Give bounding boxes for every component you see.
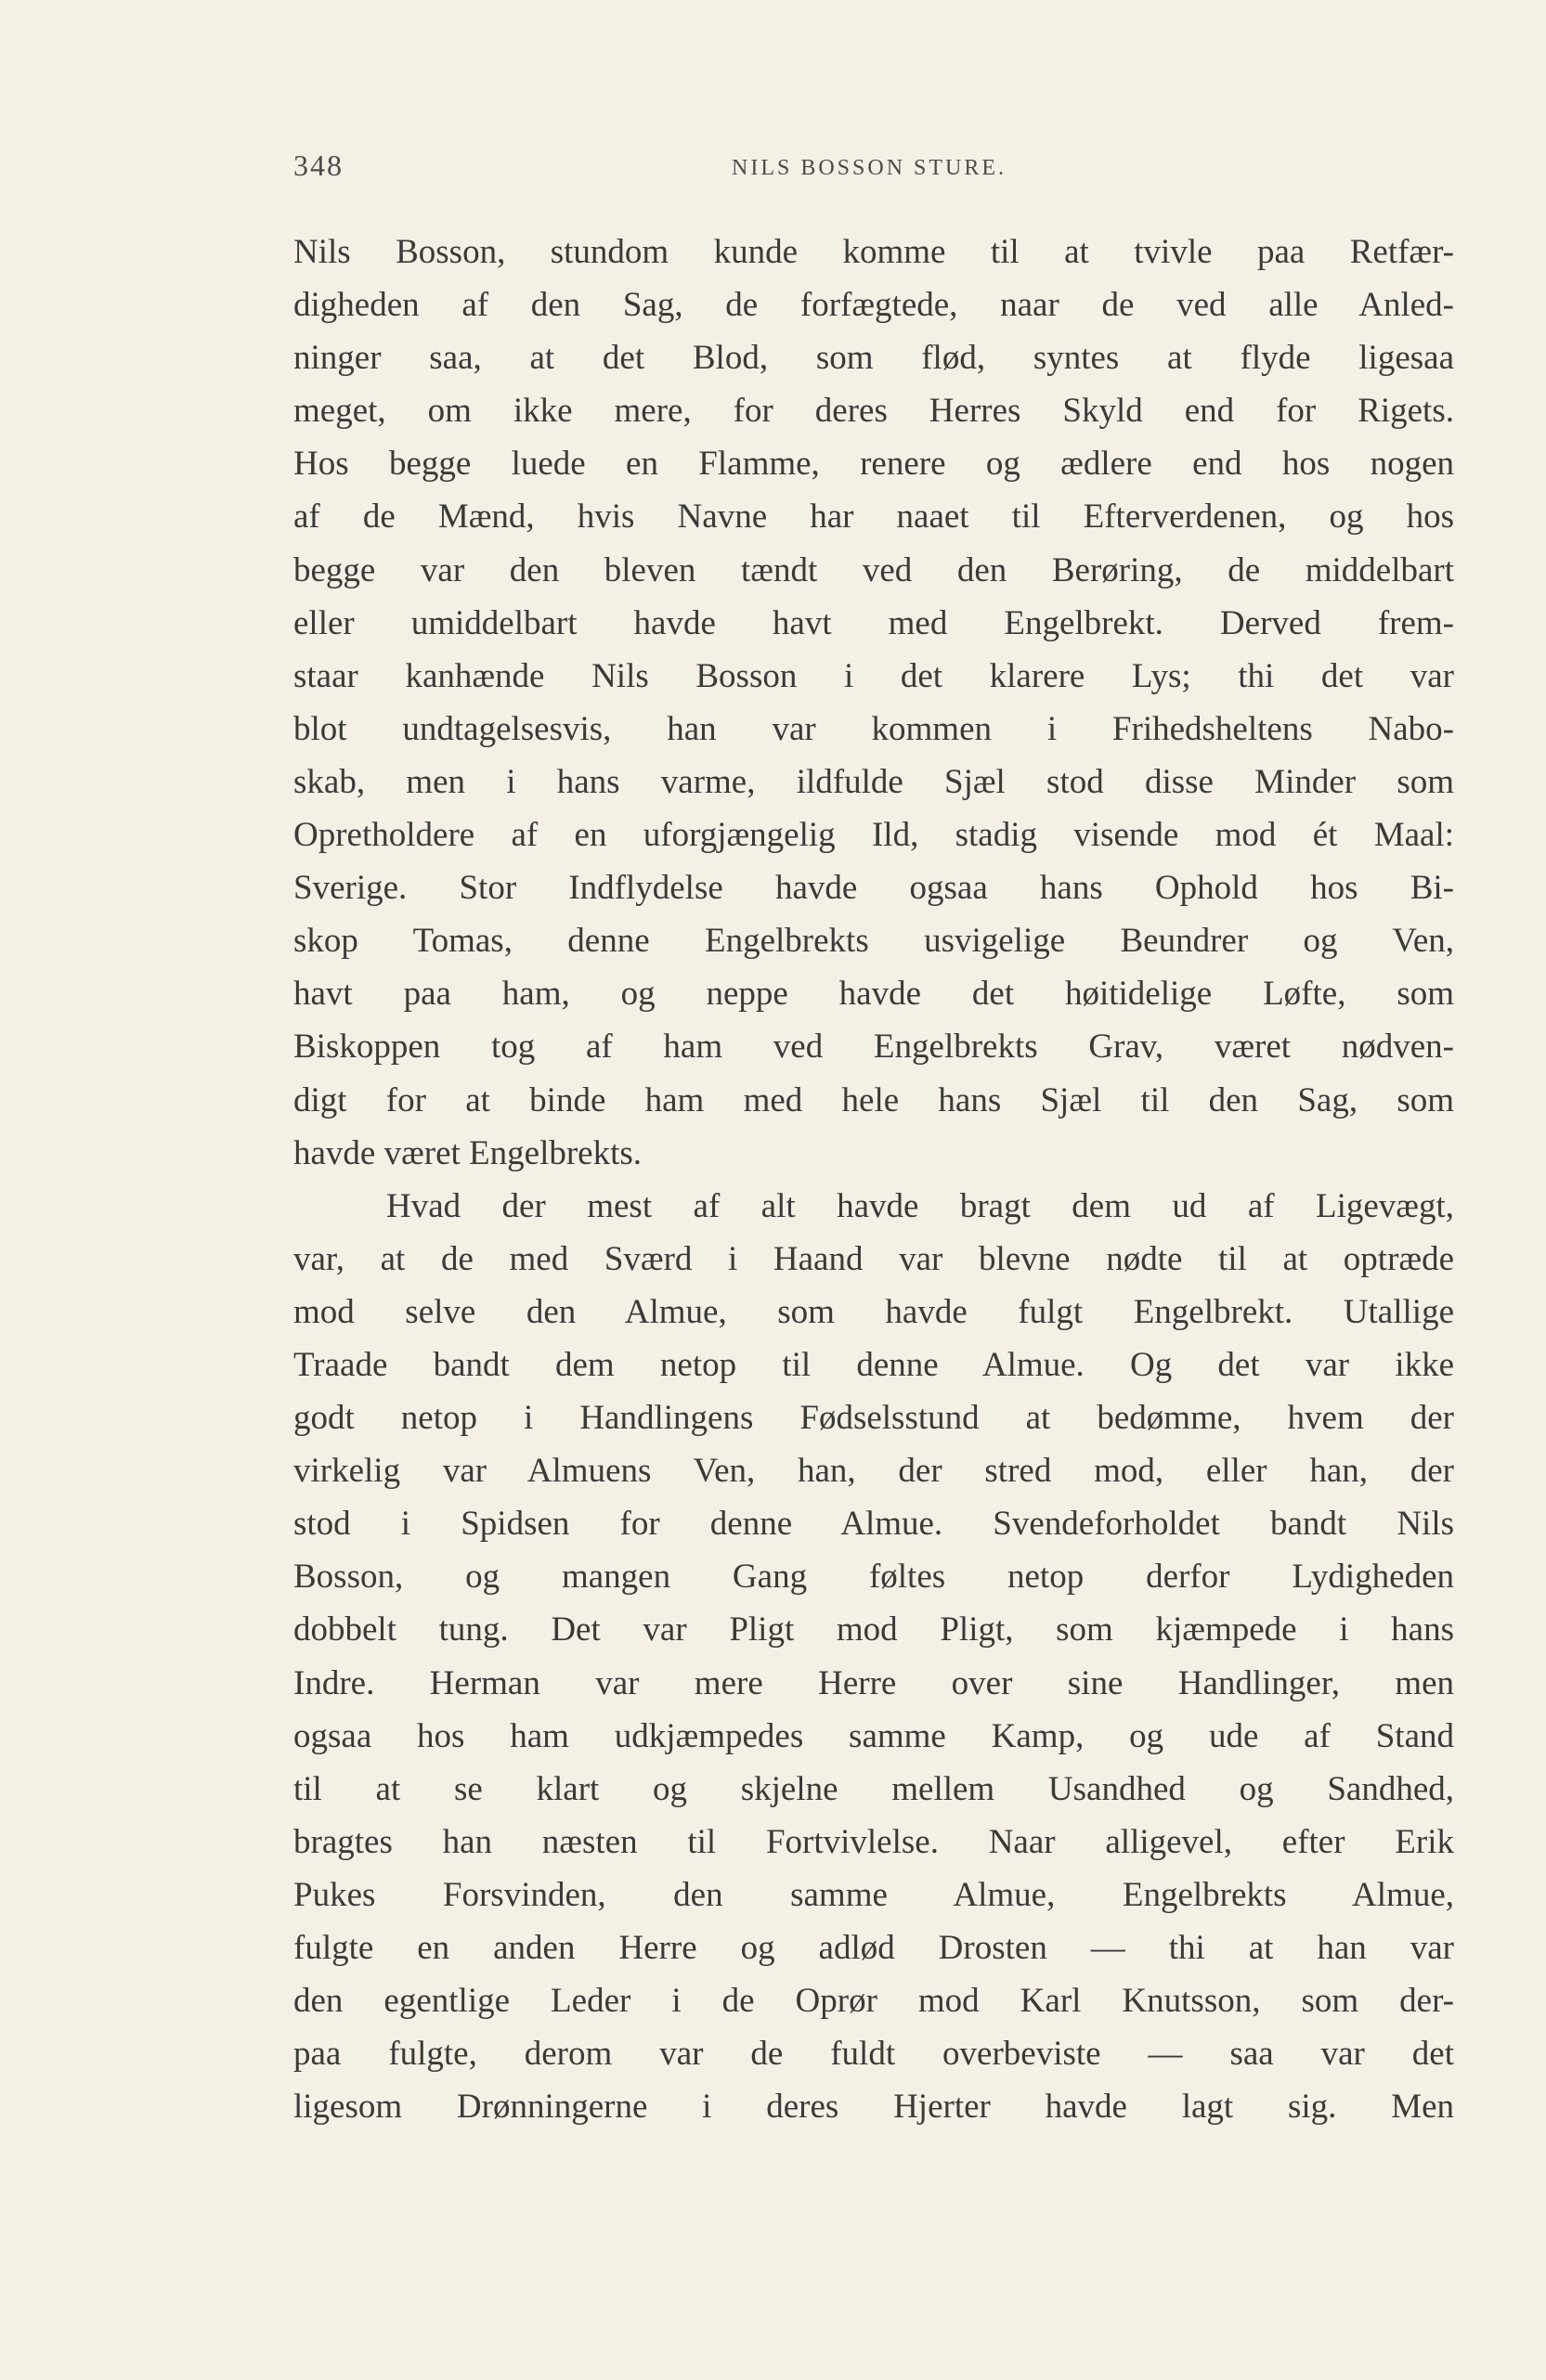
text-line: bragtes han næsten til Fortvivlelse. Naar alligevel, efter Erik	[293, 1822, 1454, 1861]
text-line: Pukes Forsvinden, den samme Almue, Engelbrekts Almue,	[293, 1875, 1454, 1914]
text-line: staar kanhænde Nils Bosson i det klarere Lys; thi det var	[293, 656, 1454, 695]
text-line: dobbelt tung. Det var Pligt mod Pligt, som kjæmpede i hans	[293, 1610, 1454, 1649]
text-line: skab, men i hans varme, ildfulde Sjæl stod disse Minder som	[293, 762, 1454, 801]
text-line: Traade bandt dem netop til denne Almue. Og det var ikke	[293, 1345, 1454, 1384]
text-line: Indre. Herman var mere Herre over sine Handlinger, men	[293, 1663, 1454, 1702]
text-line: stod i Spidsen for denne Almue. Svendeforholdet bandt Nils	[293, 1505, 1454, 1544]
text-line: den egentlige Leder i de Oprør mod Karl Knutsson, som der-	[293, 1982, 1454, 2021]
text-line: blot undtagelsesvis, han var kommen i Frihedsheltens Nabo-	[293, 709, 1454, 748]
text-line: Hvad der mest af alt havde bragt dem ud af Ligevægt,	[386, 1186, 1454, 1225]
text-line: fulgte en anden Herre og adlød Drosten — thi at han var	[293, 1929, 1454, 1967]
text-line: godt netop i Handlingens Fødselsstund at bedømme, hvem der	[293, 1399, 1454, 1438]
text-line: paa fulgte, derom var de fuldt overbeviste — saa var det	[293, 2035, 1454, 2074]
text-line: Biskoppen tog af ham ved Engelbrekts Grav, været nødven-	[293, 1028, 1454, 1067]
text-line: havde været Engelbrekts.	[293, 1133, 643, 1172]
text-line: var, at de med Sværd i Haand var blevne nødte til at optræde	[293, 1239, 1454, 1278]
text-line: digheden af den Sag, de forfægtede, naar de ved alle Anled-	[293, 286, 1454, 325]
text-line: Opretholdere af en uforgjængelig Ild, stadig visende mod ét Maal:	[293, 816, 1454, 855]
text-line: af de Mænd, hvis Navne har naaet til Efterverdenen, og hos	[293, 498, 1454, 537]
text-line: skop Tomas, denne Engelbrekts usvigelige Beundrer og Ven,	[293, 922, 1454, 961]
text-line: virkelig var Almuens Ven, han, der stred mod, eller han, der	[293, 1452, 1454, 1491]
text-line: meget, om ikke mere, for deres Herres Skyld end for Rigets.	[293, 392, 1454, 431]
text-line: Nils Bosson, stundom kunde komme til at tvivle paa Retfær-	[293, 233, 1454, 271]
page-number: 348	[293, 149, 344, 182]
text-line: til at se klart og skjelne mellem Usandhed og Sandhed,	[293, 1769, 1454, 1808]
text-line: eller umiddelbart havde havt med Engelbrekt. Derved frem-	[293, 603, 1454, 642]
text-line: Hos begge luede en Flamme, renere og ædlere end hos nogen	[293, 445, 1454, 484]
text-line: digt for at binde ham med hele hans Sjæl til den Sag, som	[293, 1080, 1454, 1119]
body-text	[293, 226, 1454, 2133]
text-line: ligesom Drønningerne i deres Hjerter havde lagt sig. Men	[293, 2088, 1454, 2127]
text-line: ninger saa, at det Blod, som flød, syntes at flyde ligesaa	[293, 339, 1454, 378]
text-line: Bosson, og mangen Gang føltes netop derfor Lydigheden	[293, 1558, 1454, 1597]
running-title: NILS BOSSON STURE.	[732, 156, 1007, 180]
text-line: begge var den bleven tændt ved den Berøring, de middelbart	[293, 550, 1454, 589]
text-line: Sverige. Stor Indflydelse havde ogsaa hans Ophold hos Bi-	[293, 869, 1454, 908]
page-header	[293, 149, 1454, 195]
text-line: mod selve den Almue, som havde fulgt Engelbrekt. Utallige	[293, 1292, 1454, 1331]
text-line: havt paa ham, og neppe havde det høitidelige Løfte, som	[293, 975, 1454, 1014]
text-line: ogsaa hos ham udkjæmpedes samme Kamp, og ude af Stand	[293, 1716, 1454, 1755]
